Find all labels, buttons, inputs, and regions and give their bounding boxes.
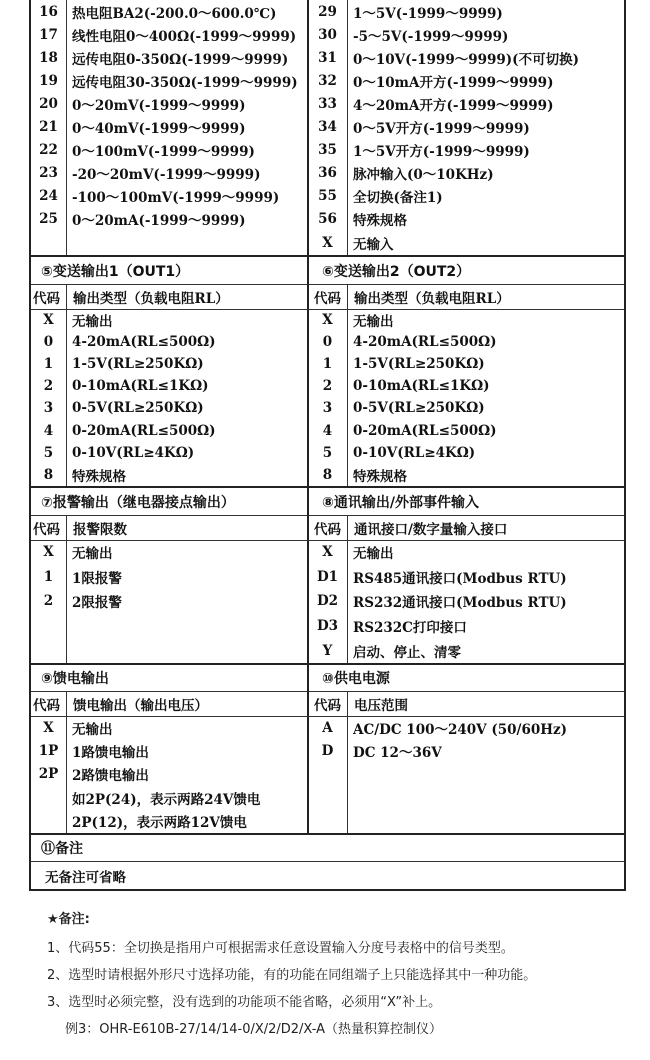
note-item-1: 1、代码55：全切换是指用户可根据需求任意设置输入分度号表格中的信号类型。 (47, 941, 514, 956)
row-description (353, 810, 623, 833)
row-description: 0～10V(-1999～9999)(不可切换) (353, 51, 579, 68)
row-code: 24 (39, 188, 58, 205)
row-description: 启动、停止、清零 (353, 644, 461, 661)
row-description: 2限报警 (72, 595, 122, 612)
table-row (31, 185, 624, 208)
row-code: 36 (318, 165, 337, 182)
row-description: 0-10V(RL≥4KΩ) (72, 444, 195, 461)
table-row (31, 375, 624, 397)
table-row (31, 162, 624, 185)
row-code: 17 (39, 26, 58, 43)
table-row (31, 786, 624, 809)
table-row (31, 420, 624, 442)
table-row (31, 716, 624, 739)
row-description: 无输出 (72, 314, 113, 331)
row-code: D2 (316, 593, 339, 610)
section-title-power: ⑩供电电源 (322, 671, 390, 687)
row-code: 4 (43, 422, 54, 439)
row-description: 无输出 (72, 721, 113, 738)
table-row (31, 810, 624, 833)
table-row (31, 139, 624, 162)
row-code: X (43, 544, 54, 561)
row-description: 0～10mA开方(-1999～9999) (353, 74, 554, 91)
row-code: 2P (38, 766, 59, 783)
row-description: -100～100mV(-1999～9999) (72, 190, 280, 207)
section-title-alarm: ⑦报警输出（继电器接点输出） (41, 494, 235, 511)
row-code: 33 (318, 95, 337, 112)
table-row (31, 116, 624, 139)
row-code: 21 (39, 119, 58, 136)
row-code: D (321, 743, 334, 760)
row-description (353, 763, 623, 786)
row-code: X (322, 234, 333, 251)
row-description: 1-5V(RL≥250KΩ) (72, 356, 204, 373)
table-row (31, 231, 624, 254)
notes-heading: ★备注: (47, 912, 90, 927)
row-description: 特殊规格 (353, 468, 407, 485)
row-code: 56 (318, 211, 337, 228)
row-description: 0～5V开方(-1999～9999) (353, 121, 530, 138)
row-code: 8 (322, 466, 333, 483)
column-header-code: 代码 (314, 291, 341, 307)
row-code: 8 (43, 466, 54, 483)
row-code: 2 (43, 593, 54, 610)
row-code: D3 (316, 618, 339, 635)
row-code: 29 (318, 3, 337, 20)
row-description: 0～20mA(-1999～9999) (72, 213, 246, 230)
row-description: 2路馈电输出 (72, 768, 149, 785)
row-description: RS232通讯接口(Modbus RTU) (353, 595, 567, 612)
column-header-output-type: 输出类型（负载电阻RL） (354, 291, 510, 307)
row-description: 1～5V开方(-1999～9999) (353, 144, 530, 161)
table-row (31, 46, 624, 69)
table-row (31, 442, 624, 464)
table-row (31, 69, 624, 92)
row-description: 远传电阻0-350Ω(-1999～9999) (72, 51, 289, 68)
row-code: X (322, 312, 333, 329)
selection-table (29, 0, 626, 891)
row-code: 32 (318, 72, 337, 89)
row-description: 0～100mV(-1999～9999) (72, 144, 255, 161)
row-code: 3 (43, 400, 54, 417)
table-row (31, 565, 624, 590)
row-description: 0-10V(RL≥4KΩ) (353, 444, 476, 461)
row-code: 1 (43, 568, 54, 585)
row-description: 无输出 (353, 546, 394, 563)
table-row (31, 309, 624, 331)
row-description: 1～5V(-1999～9999) (353, 5, 503, 22)
row-description (353, 786, 623, 809)
note-item-2: 2、选型时请根据外形尺寸选择功能，有的功能在同组端子上只能选择其中一种功能。 (47, 968, 537, 983)
note-item-3: 3、选型时必须完整，没有选到的功能项不能省略，必须用“X”补上。 (47, 995, 442, 1010)
row-code: 4 (322, 422, 333, 439)
row-description: 热电阻BA2(-200.0～600.0℃) (72, 5, 277, 22)
row-description: 无输出 (72, 546, 113, 563)
table-row (31, 464, 624, 486)
row-description: 0-10mA(RL≤1KΩ) (353, 378, 490, 395)
row-code: X (43, 719, 54, 736)
row-description: 全切换(备注1) (353, 190, 443, 207)
row-description: 如2P(24)，表示两路24V馈电 (72, 791, 261, 808)
table-row (31, 540, 624, 565)
row-code: 16 (39, 3, 58, 20)
row-code: 20 (39, 95, 58, 112)
column-header-interface: 通讯接口/数字量输入接口 (354, 522, 508, 538)
table-row (31, 638, 624, 663)
row-code: 1 (322, 356, 333, 373)
row-description: 0～40mV(-1999～9999) (72, 121, 246, 138)
row-code: 18 (39, 49, 58, 66)
table-row (31, 353, 624, 375)
row-description: 0-20mA(RL≤500Ω) (353, 422, 497, 439)
table-row (31, 23, 624, 46)
row-description: RS232C打印接口 (353, 620, 467, 637)
row-code: 5 (43, 444, 54, 461)
table-row (31, 589, 624, 614)
row-code: A (322, 719, 333, 736)
row-code: 2 (43, 378, 54, 395)
row-code: 19 (39, 72, 58, 89)
row-description: 4～20mA开方(-1999～9999) (353, 97, 554, 114)
row-code (308, 786, 347, 809)
table-row (31, 763, 624, 786)
row-code: 25 (39, 211, 58, 228)
row-description: 4-20mA(RL≤500Ω) (353, 334, 497, 351)
table-row (31, 208, 624, 231)
row-code: 31 (318, 49, 337, 66)
row-code: 5 (322, 444, 333, 461)
column-header-code: 代码 (33, 698, 60, 714)
table-row (31, 397, 624, 419)
row-code (308, 810, 347, 833)
row-code: 55 (318, 188, 337, 205)
section-divider (31, 833, 624, 835)
row-code: 30 (318, 26, 337, 43)
remarks-content: 无备注可省略 (45, 870, 126, 886)
table-row (31, 739, 624, 762)
row-code: D1 (316, 568, 339, 585)
row-description: DC 12～36V (353, 745, 442, 762)
table-row (31, 92, 624, 115)
row-code (308, 763, 347, 786)
row-code: 35 (318, 142, 337, 159)
column-header-output-type: 输出类型（负载电阻RL） (73, 291, 229, 307)
note-example: 例3：OHR-E610B-27/14/14-0/X/2/D2/X-A（热量积算控制仪） (65, 1022, 442, 1037)
row-description: RS485通讯接口(Modbus RTU) (353, 570, 567, 587)
row-code: 34 (318, 119, 337, 136)
row-description: -20～20mV(-1999～9999) (72, 167, 261, 184)
row-code: Y (322, 642, 333, 659)
table-row (31, 331, 624, 353)
column-header-code: 代码 (314, 522, 341, 538)
column-header-code: 代码 (33, 522, 60, 538)
row-description: 特殊规格 (353, 213, 407, 230)
row-code: 2 (322, 378, 333, 395)
row-description: 脉冲输入(0～10KHz) (353, 167, 494, 184)
row-code: 1P (38, 743, 59, 760)
section-title-out2: ⑥变送输出2（OUT2） (322, 263, 471, 280)
row-code: 22 (39, 142, 58, 159)
row-description: 2P(12)，表示两路12V馈电 (72, 815, 247, 832)
row-description: 0～20mV(-1999～9999) (72, 97, 246, 114)
row-description: 1限报警 (72, 570, 122, 587)
row-code: 23 (39, 165, 58, 182)
header-divider (31, 861, 624, 862)
row-description: 线性电阻0～400Ω(-1999～9999) (72, 28, 297, 45)
column-header-code: 代码 (33, 291, 60, 307)
row-description: 特殊规格 (72, 468, 126, 485)
section-title-out1: ⑤变送输出1（OUT1） (41, 263, 190, 280)
section-title-comm: ⑧通讯输出/外部事件输入 (322, 494, 479, 511)
section-title-feed: ⑨馈电输出 (41, 671, 109, 687)
row-description: 远传电阻30-350Ω(-1999～9999) (72, 74, 298, 91)
row-description: AC/DC 100～240V (50/60Hz) (353, 721, 568, 738)
row-code: X (322, 544, 333, 561)
section-title-remarks: ⑪备注 (41, 841, 83, 857)
column-header-code: 代码 (314, 698, 341, 714)
row-description: 1路馈电输出 (72, 745, 149, 762)
column-header-alarm-limits: 报警限数 (73, 522, 127, 538)
row-description: 无输入 (353, 236, 394, 253)
row-code: 0 (43, 334, 54, 351)
row-code: X (43, 312, 54, 329)
row-description: 1-5V(RL≥250KΩ) (353, 356, 485, 373)
column-header-feed-voltage: 馈电输出（输出电压） (73, 698, 208, 714)
row-description: 0-5V(RL≥250KΩ) (353, 400, 485, 417)
row-code: 1 (43, 356, 54, 373)
row-code: 3 (322, 400, 333, 417)
row-description: 0-5V(RL≥250KΩ) (72, 400, 204, 417)
row-description: 0-10mA(RL≤1KΩ) (72, 378, 209, 395)
row-description: 0-20mA(RL≤500Ω) (72, 422, 216, 439)
table-row (31, 614, 624, 639)
row-description: 4-20mA(RL≤500Ω) (72, 334, 216, 351)
row-description: -5～5V(-1999～9999) (353, 28, 509, 45)
row-code: 0 (322, 334, 333, 351)
column-header-voltage-range: 电压范围 (354, 698, 408, 714)
row-description: 无输出 (353, 314, 394, 331)
table-row (31, 0, 624, 23)
